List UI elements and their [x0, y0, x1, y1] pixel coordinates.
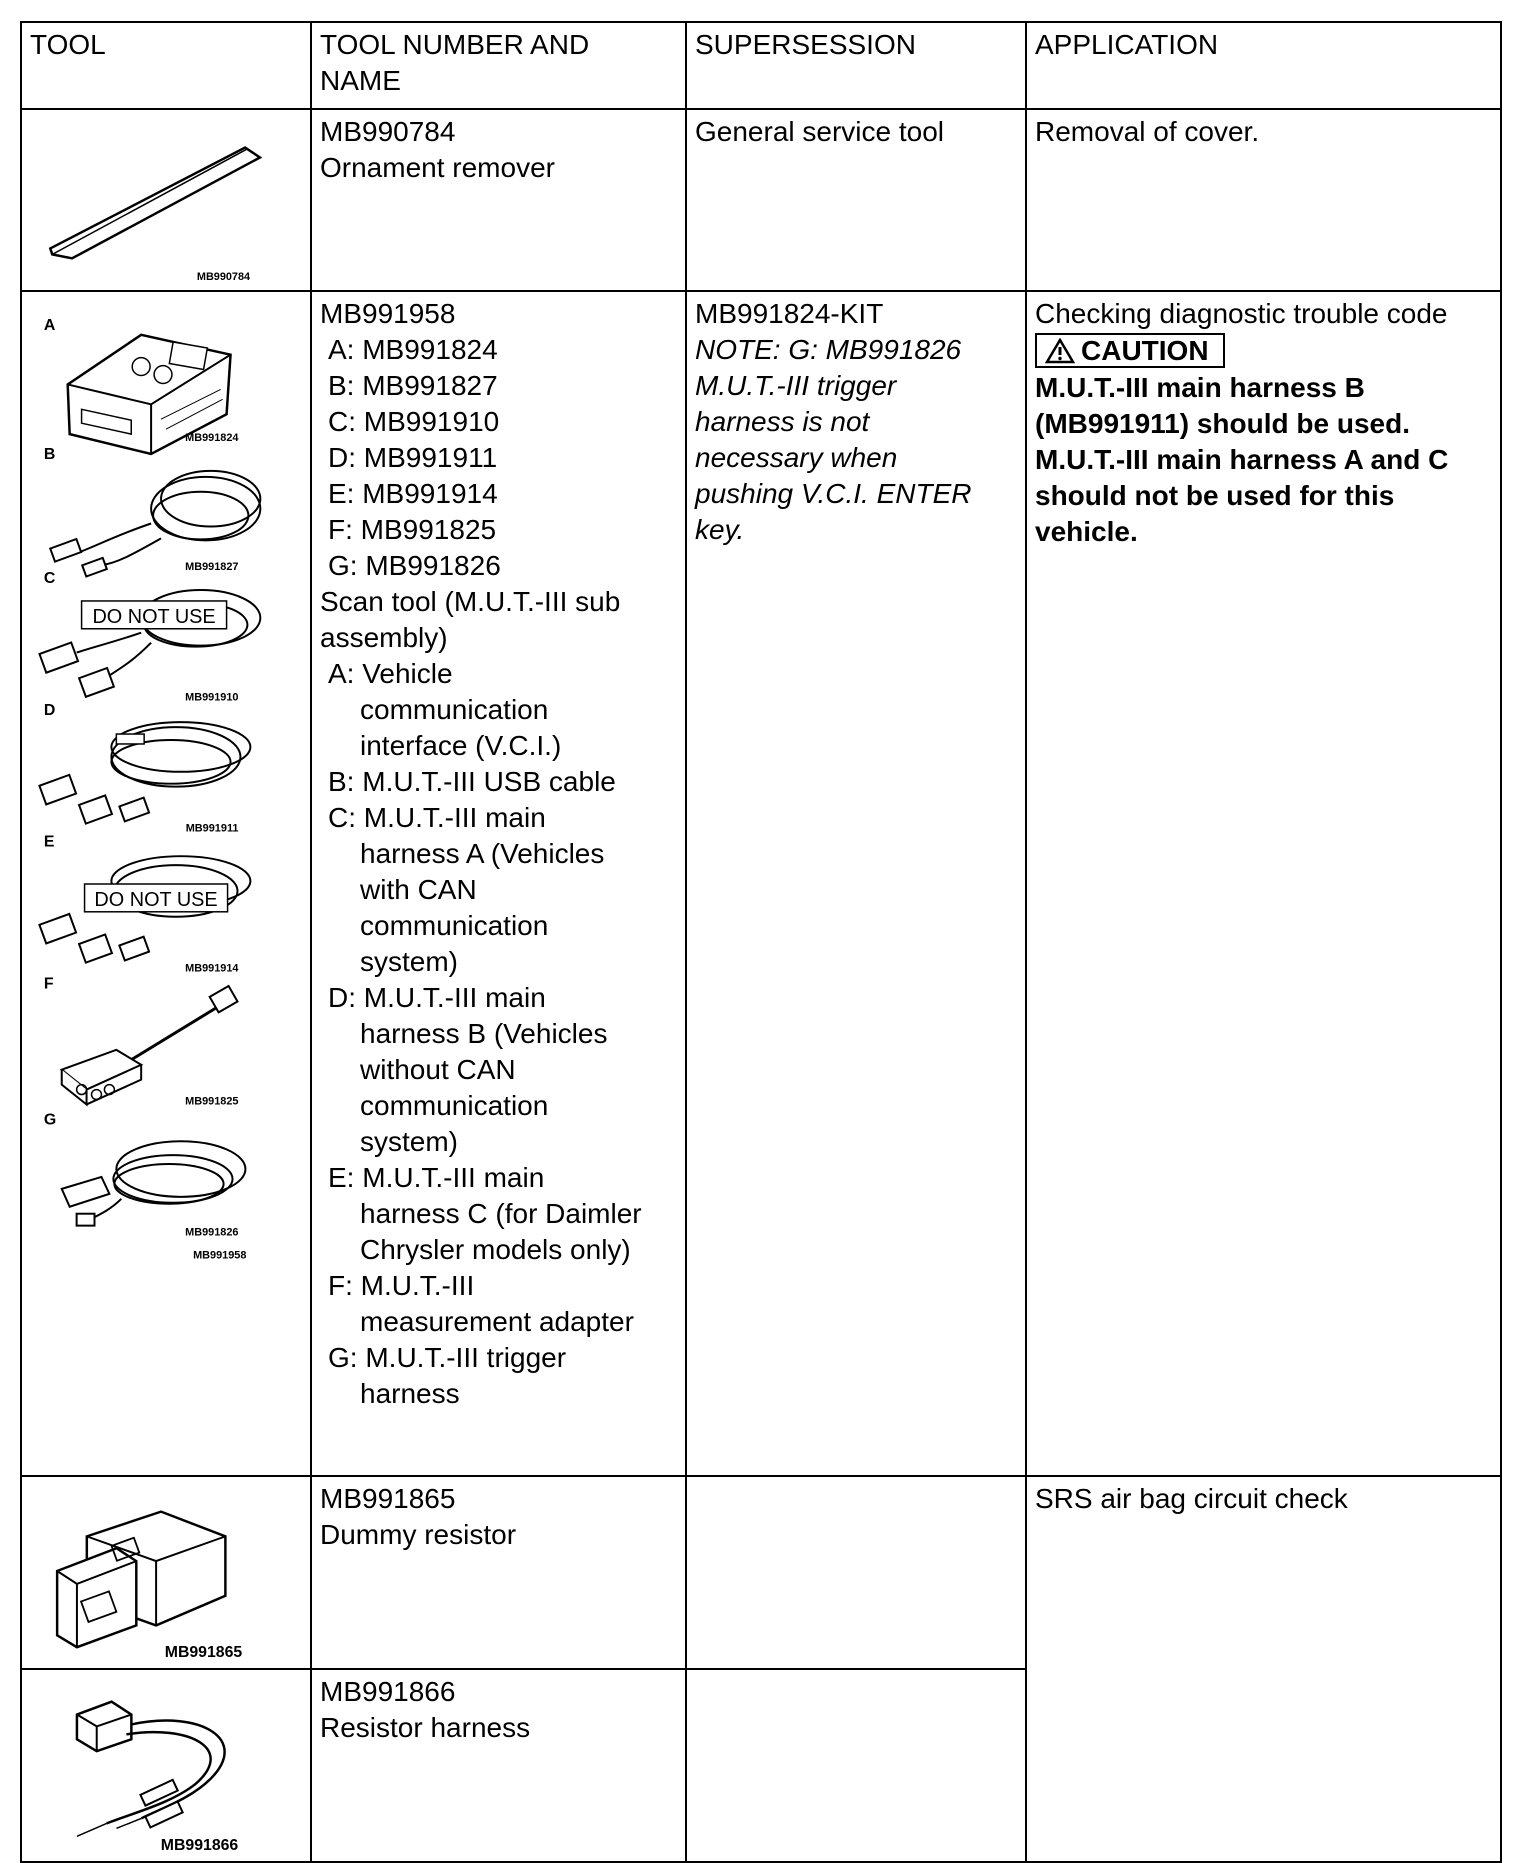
supersession-text: General service tool: [695, 116, 945, 147]
letter-label: B: [43, 445, 56, 463]
desc-label: D:: [328, 982, 356, 1013]
caution-line: (MB991911) should be used.: [1035, 408, 1410, 439]
desc-item: [320, 1268, 677, 1304]
desc-label: B:: [328, 766, 355, 797]
table-row: [21, 291, 1501, 1476]
kit-item: E: MB991914: [328, 478, 498, 509]
supersession-cell: [686, 291, 1026, 1476]
application-cell: [1026, 1476, 1501, 1862]
desc-line: measurement adapter: [360, 1306, 634, 1337]
dummy-resistor-illustration: [22, 1477, 310, 1668]
image-label: MB991826: [185, 1226, 239, 1239]
special-tools-table: [20, 21, 1502, 1863]
desc-label: A:: [328, 658, 355, 689]
tool-name: Resistor harness: [320, 1712, 531, 1743]
header-tool: TOOL: [21, 22, 311, 109]
desc-line: M.U.T.-III: [360, 1270, 475, 1301]
desc-item: [320, 764, 677, 800]
image-label: MB991824: [185, 432, 239, 445]
desc-line: harness C (for Daimler: [360, 1198, 642, 1229]
warning-label: DO NOT USE: [94, 888, 218, 911]
tool-number-cell: [311, 1476, 686, 1669]
note-line: key.: [695, 514, 745, 545]
tool-number-cell: [311, 291, 686, 1476]
desc-line: with CAN: [360, 874, 477, 905]
tool-name: Dummy resistor: [320, 1519, 517, 1550]
desc-line: communication: [360, 910, 549, 941]
desc-line: M.U.T.-III USB cable: [362, 766, 616, 797]
header-row: [21, 22, 1501, 109]
tool-name: Scan tool (M.U.T.-III sub assembly): [320, 586, 621, 653]
kit-item: A: MB991824: [328, 334, 498, 365]
desc-line: Vehicle: [362, 658, 453, 689]
caution-line: vehicle.: [1035, 516, 1138, 547]
desc-line: system): [360, 946, 458, 977]
header-supersession: SUPERSESSION: [686, 22, 1026, 109]
tool-image-cell: [21, 109, 311, 291]
tool-name: Ornament remover: [320, 152, 555, 183]
ornament-remover-illustration: [22, 110, 310, 290]
image-label: MB991914: [185, 962, 239, 975]
kit-item: C: MB991910: [328, 406, 500, 437]
desc-label: C:: [328, 802, 356, 833]
tool-number: MB991865: [320, 1483, 456, 1514]
desc-line: without CAN: [360, 1054, 516, 1085]
caution-label: CAUTION: [1081, 335, 1209, 366]
note-line: harness is not: [695, 406, 870, 437]
desc-item: [320, 1160, 677, 1196]
desc-item: [320, 656, 677, 692]
application-text: Removal of cover.: [1035, 116, 1260, 147]
desc-line: M.U.T.-III main: [363, 982, 546, 1013]
desc-line: M.U.T.-III main: [363, 802, 546, 833]
tool-image-cell: [21, 1669, 311, 1862]
caution-box: [1035, 333, 1225, 368]
desc-item: [320, 980, 677, 1016]
desc-line: interface (V.C.I.): [360, 730, 562, 761]
letter-label: D: [43, 702, 56, 720]
warning-label: DO NOT USE: [92, 605, 216, 628]
caution-line: M.U.T.-III main harness A and C: [1035, 444, 1449, 475]
letter-label: A: [43, 316, 56, 334]
desc-line: communication: [360, 1090, 549, 1121]
letter-label: F: [43, 975, 54, 993]
tool-number-cell: [311, 109, 686, 291]
letter-label: E: [43, 833, 55, 851]
image-label: MB990784: [196, 271, 251, 284]
image-label: MB991911: [185, 822, 239, 835]
desc-line: communication: [360, 694, 549, 725]
note-line: NOTE: G: MB991826: [695, 334, 962, 365]
image-label: MB991958: [193, 1249, 247, 1262]
desc-item: [320, 1340, 677, 1376]
image-label: MB991825: [185, 1095, 239, 1108]
kit-item: G: MB991826: [328, 550, 501, 581]
supersession-cell: [686, 109, 1026, 291]
image-label: MB991910: [185, 691, 239, 704]
desc-label: F:: [328, 1270, 353, 1301]
desc-line: M.U.T.-III main: [362, 1162, 545, 1193]
kit-item: F: MB991825: [328, 514, 497, 545]
desc-line: M.U.T.-III trigger: [365, 1342, 567, 1373]
letter-label: G: [43, 1111, 57, 1129]
image-label: MB991827: [185, 561, 239, 574]
supersession-cell: [686, 1476, 1026, 1669]
desc-line: Chrysler models only): [360, 1234, 631, 1265]
image-label: MB991866: [160, 1837, 239, 1855]
tool-number: MB991866: [320, 1676, 456, 1707]
supersession-cell: [686, 1669, 1026, 1862]
desc-item: [320, 800, 677, 836]
scan-tool-illustration: [22, 292, 310, 1475]
supersession-text: MB991824-KIT: [695, 298, 884, 329]
desc-line: harness: [360, 1378, 460, 1409]
application-text: Checking diagnostic trouble code: [1035, 298, 1448, 329]
desc-line: system): [360, 1126, 458, 1157]
note-line: pushing V.C.I. ENTER: [695, 478, 972, 509]
application-cell: [1026, 291, 1501, 1476]
header-number-name: TOOL NUMBER AND NAME: [311, 22, 686, 109]
application-text: SRS air bag circuit check: [1035, 1483, 1348, 1514]
caution-line: should not be used for this: [1035, 480, 1395, 511]
desc-line: harness A (Vehicles: [360, 838, 605, 869]
note-line: necessary when: [695, 442, 898, 473]
desc-label: G:: [328, 1342, 358, 1373]
table-row: [21, 1476, 1501, 1669]
tool-number: MB991958: [320, 298, 456, 329]
letter-label: C: [43, 570, 56, 588]
caution-line: M.U.T.-III main harness B: [1035, 372, 1365, 403]
tool-image-cell: [21, 1476, 311, 1669]
kit-item: B: MB991827: [328, 370, 498, 401]
table-row: [21, 109, 1501, 291]
kit-item: D: MB991911: [328, 442, 498, 473]
desc-label: E:: [328, 1162, 355, 1193]
tool-image-cell: [21, 291, 311, 1476]
header-application: APPLICATION: [1026, 22, 1501, 109]
tool-number: MB990784: [320, 116, 456, 147]
resistor-harness-illustration: [22, 1670, 310, 1861]
desc-line: harness B (Vehicles: [360, 1018, 608, 1049]
application-cell: [1026, 109, 1501, 291]
image-label: MB991865: [164, 1644, 243, 1662]
warning-triangle-icon: [1045, 338, 1075, 364]
tool-number-cell: [311, 1669, 686, 1862]
note-line: M.U.T.-III trigger: [695, 370, 897, 401]
